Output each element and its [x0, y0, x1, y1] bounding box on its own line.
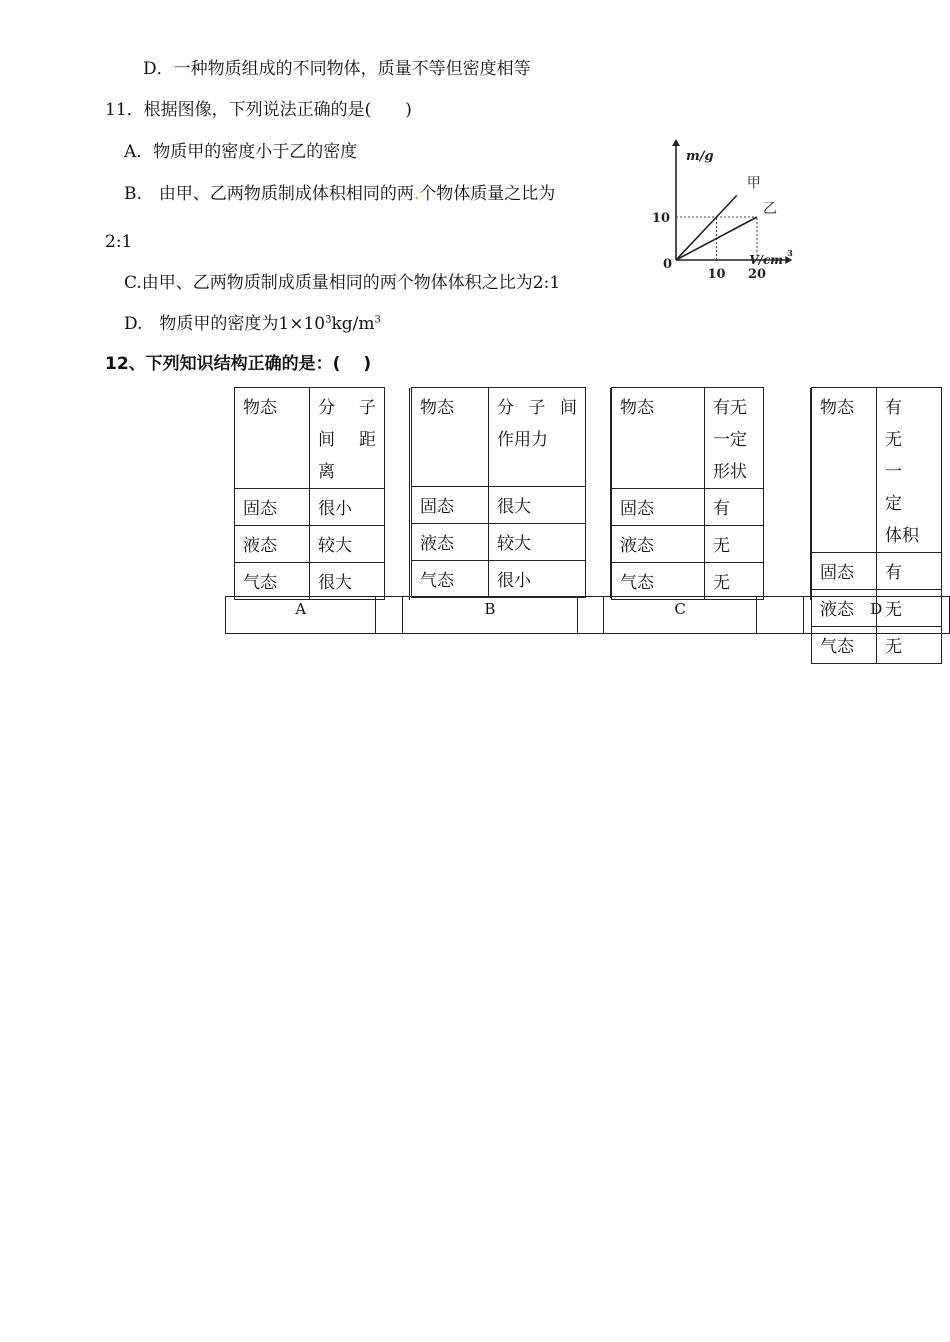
option-label-c: C: [604, 597, 756, 634]
table-c-spacer: [764, 563, 811, 600]
table-d-cell: 气态: [812, 627, 877, 664]
q11-option-b-continued: 2:1: [105, 232, 133, 252]
table-d-cell: 固态: [812, 553, 877, 590]
table-a-spacer: [385, 526, 410, 563]
table-a-header-line: 分 子: [318, 398, 376, 418]
option-label-d: D: [803, 597, 949, 634]
y-tick-label: 10: [651, 211, 670, 226]
q11-option-c: C.由甲、乙两物质制成质量相同的两个物体体积之比为2:1: [124, 273, 561, 293]
option-label-spacer: [756, 597, 803, 634]
table-d-header-line: 一 定: [885, 462, 919, 514]
table-b-header-line: 分子间: [497, 398, 577, 418]
table-b-cell: 很大: [489, 487, 586, 524]
table-c: [611, 387, 811, 600]
x-axis-label: V/cm: [749, 253, 783, 267]
table-b-header-property: [489, 388, 586, 487]
option-label-a: A: [226, 597, 376, 634]
table-a-cell: 液态: [235, 526, 310, 563]
table-d-header-line: 有 无: [885, 398, 919, 450]
y-axis-label: m/g: [686, 149, 714, 164]
x-tick-label: 10: [707, 267, 726, 282]
table-b-cell: 较大: [489, 524, 586, 561]
table-c-cell: 无: [705, 526, 764, 563]
table-a-header-line: 离: [318, 462, 335, 482]
table-d-header-property: [877, 388, 942, 553]
table-a-cell: 气态: [235, 563, 310, 600]
x-tick-label: 20: [747, 267, 767, 282]
q11-option-d: [124, 312, 381, 336]
table-d-cell: 有: [877, 553, 942, 590]
q11-option-a: A．物质甲的密度小于乙的密度: [124, 142, 358, 162]
q12-stem: 12、下列知识结构正确的是：( ): [105, 354, 372, 374]
x-axis-label-exponent: 3: [787, 248, 793, 258]
table-d-cell: 无: [877, 590, 942, 627]
q11-option-b-dot: .: [413, 184, 420, 204]
table-a-spacer: [385, 388, 410, 489]
table-c-header-state: 物态: [612, 388, 705, 489]
q10-option-d: D．一种物质组成的不同物体，质量不等但密度相等: [143, 59, 531, 79]
series-label: 甲: [746, 175, 761, 192]
table-b-spacer: [586, 388, 611, 487]
table-c-cell: 固态: [612, 489, 705, 526]
table-a-spacer: [385, 563, 410, 600]
table-b-header-state: 物态: [412, 388, 489, 487]
option-label-b: B: [403, 597, 577, 634]
series-label: 乙: [763, 201, 777, 217]
option-label-spacer: [577, 597, 604, 634]
mass-volume-graph: [651, 140, 835, 288]
table-c-spacer: [764, 388, 811, 489]
table-c-spacer: [764, 526, 811, 563]
series-line: [676, 196, 737, 261]
table-a-cell: 很小: [310, 489, 385, 526]
table-b: [411, 387, 611, 598]
table-b-spacer: [586, 524, 611, 561]
q11-option-b-text-2: 个物体质量之比为: [419, 184, 556, 204]
q11-option-d-exponent: 3: [325, 314, 332, 326]
table-a-cell: 很大: [310, 563, 385, 600]
table-c-header-line: 有无: [713, 398, 747, 418]
q11-option-b: [124, 182, 555, 206]
table-b-spacer: [586, 487, 611, 524]
q11-option-d-unit: kg/m: [331, 314, 375, 334]
table-a: [234, 387, 410, 600]
table-a-header-line: 间 距: [318, 430, 376, 450]
table-c-header-property: [705, 388, 764, 489]
table-b-cell: 很小: [489, 561, 586, 598]
q11-stem: 11．根据图像，下列说法正确的是( ): [105, 100, 412, 120]
table-d-header-state: 物态: [812, 388, 877, 553]
table-b-cell: 气态: [412, 561, 489, 598]
table-b-header-line: 作用力: [497, 430, 548, 450]
origin-label: 0: [662, 257, 672, 272]
table-b-cell: 固态: [412, 487, 489, 524]
option-label-spacer: [376, 597, 403, 634]
table-b-cell: 液态: [412, 524, 489, 561]
table-d-cell: 无: [877, 627, 942, 664]
table-c-cell: 有: [705, 489, 764, 526]
table-c-header-line: 形状: [713, 462, 747, 482]
table-a-header-property: [310, 388, 385, 489]
table-c-spacer: [764, 489, 811, 526]
q11-option-d-unit-exponent: 3: [374, 314, 381, 326]
table-a-cell: 固态: [235, 489, 310, 526]
y-axis-arrow: [672, 139, 680, 146]
table-c-header-line: 一定: [713, 430, 747, 450]
option-label-row: [225, 596, 950, 634]
table-a-header-state: 物态: [235, 388, 310, 489]
q11-option-b-text-1: B. 由甲、乙两物质制成体积相同的两: [124, 184, 414, 204]
table-d-cell: 液态: [812, 590, 877, 627]
table-c-cell: 液态: [612, 526, 705, 563]
table-a-spacer: [385, 489, 410, 526]
table-c-cell: 气态: [612, 563, 705, 600]
table-c-cell: 无: [705, 563, 764, 600]
q11-option-d-text: D. 物质甲的密度为1×10: [124, 314, 326, 334]
table-d-header-line: 体积: [885, 526, 919, 546]
table-a-cell: 较大: [310, 526, 385, 563]
table-b-spacer: [586, 561, 611, 598]
